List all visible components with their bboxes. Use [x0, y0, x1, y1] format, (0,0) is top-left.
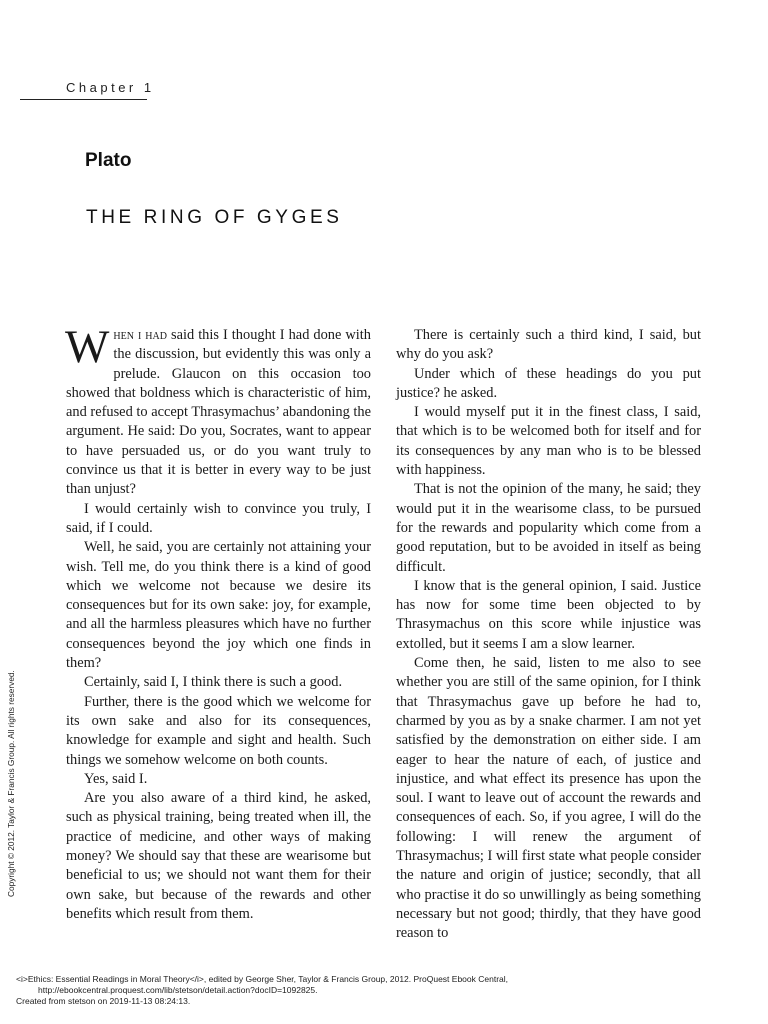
chapter-label: Chapter 1 [66, 80, 155, 95]
chapter-title: THE RING OF GYGES [86, 207, 343, 228]
opening-paragraph [65, 321, 371, 500]
paragraph: There is certainly such a third kind, I said, but why do you ask? [396, 327, 701, 363]
copyright-text: Copyright © 2012. Taylor & Francis Group. All rights reserved. [6, 670, 16, 897]
opening-smallcaps: hen i had [113, 327, 167, 343]
paragraph: That is not the opinion of the many, he said; they would put it in the wearisome class, to be pursued for the rewards and popularity which come from a good reputation, but to be avoided in itself as being difficult. [396, 481, 701, 575]
copyright-sidebar [2, 660, 22, 900]
paragraph: Well, he said, you are certainly not attaining your wish. Tell me, do you think there is a kind of good which we welcome not because we desire its consequences but for its own sake: joy, for example, and all the harmless pleasures which have no further consequences beyond the joy which one finds in them? [66, 539, 371, 672]
paragraph: Are you also aware of a third kind, he asked, such as physical training, being treated when ill, the practice of medicine, and other ways of making money? We should say that these are wearisome but beneficial to us; we should not want them for their own sake, but because of the rewards and other benefits which result from them. [66, 790, 371, 922]
opening-text: said this I thought I had done with the discussion, but evidently this was only a prelude. Glaucon on this occasion too showed that boldness which is characteristic of him, and refused to accept Thrasymachus’ abandoning the argument. He said: Do you, Socrates, want to appear to have persuaded us, or do you want truly to convince us that it is better in every way to be just than unjust? [66, 327, 371, 498]
paragraph: I would myself put it in the finest class, I said, that which is to be welcomed both for itself and for its consequences by any man who is to be blessed with happiness. [396, 404, 701, 479]
paragraph: Certainly, said I, I think there is such a good. [84, 674, 343, 691]
citation-url[interactable]: http://ebookcentral.proquest.com/lib/stetson/detail.action?docID=1092825. [38, 984, 318, 995]
citation-line: <i>Ethics: Essential Readings in Moral Theory</i>, edited by George Sher, Taylor & Francis Group, 2012. ProQuest Ebook Central, [16, 974, 508, 984]
paragraph: I would certainly wish to convince you truly, I said, if I could. [66, 500, 371, 536]
citation-created: Created from stetson on 2019-11-13 08:24:13. [16, 995, 191, 1006]
paragraph: Yes, said I. [84, 770, 148, 787]
paragraph: Under which of these headings do you put justice? he asked. [396, 365, 701, 401]
citation-footer [16, 974, 508, 1006]
chapter-rule [20, 99, 147, 100]
paragraph: Further, there is the good which we welcome for its own sake and also for its consequences, knowledge for example and sight and health. Such things we somehow welcome on both counts. [66, 693, 371, 768]
left-column [65, 321, 371, 924]
drop-cap: W [65, 321, 110, 373]
right-column [396, 326, 701, 944]
paragraph: Come then, he said, listen to me also to see whether you are still of the same opinion, for I think that Thrasymachus gave up before he had to, charmed by you as by a snake charmer. I am not yet satisfied by the demonstration on either side. I am eager to hear the nature of each, of justice and injustice, and what effect its presence has upon the soul. I want to leave out of account the rewards and consequences of each. So, if you agree, I will do the following: I will renew the argument of Thrasymachus; I will first state what people consider the nature and origin of justice; secondly, that all who practise it do so unwillingly as being something necessary but not good; thirdly, that they have good reason to [396, 655, 701, 942]
author-name: Plato [85, 150, 132, 171]
paragraph: I know that is the general opinion, I said. Justice has now for some time been objected to by Thrasymachus on this score while injustice was extolled, but it seems I am a slow learner. [396, 577, 701, 652]
